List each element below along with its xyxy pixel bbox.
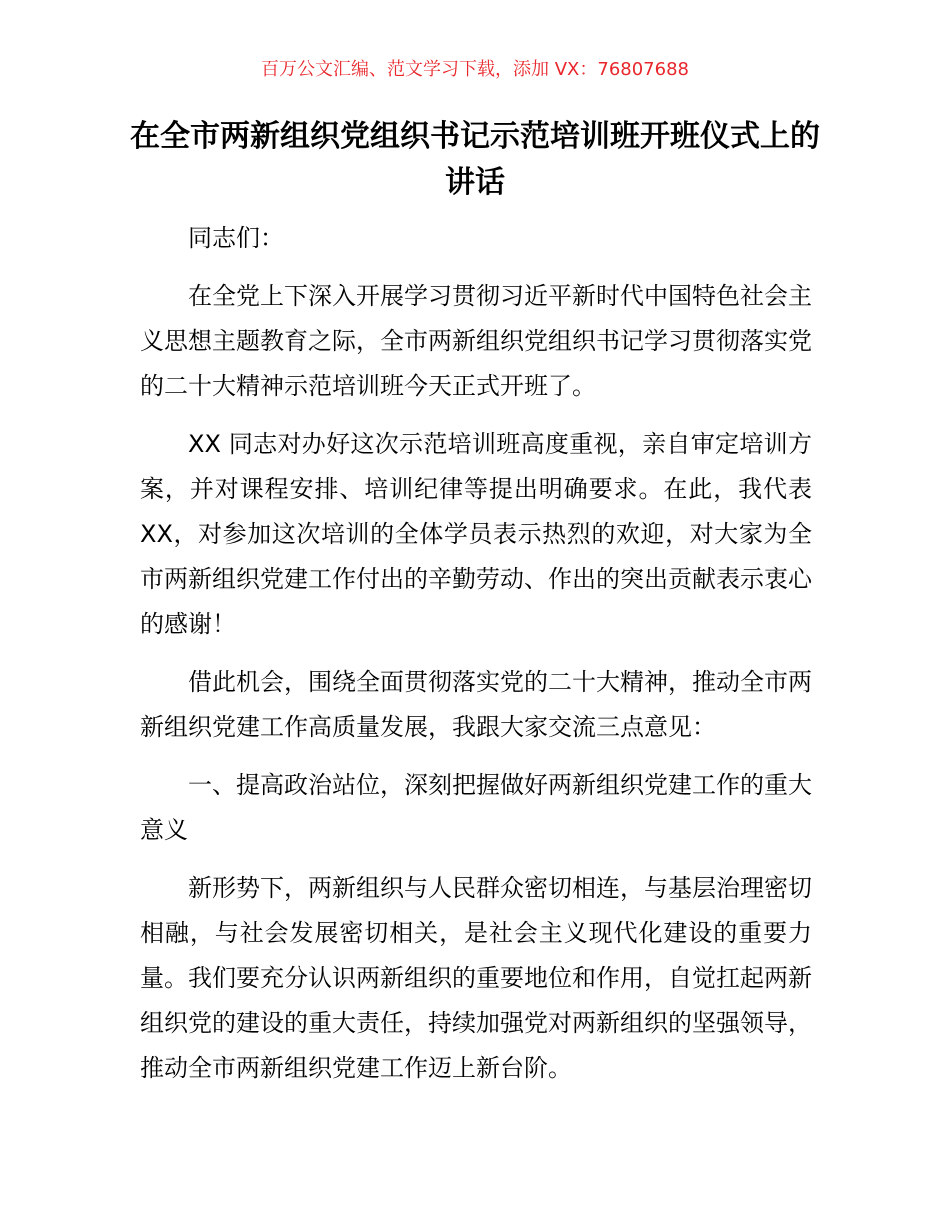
paragraph-outline: 借此机会，围绕全面贯彻落实党的二十大精神，推动全市两新组织党建工作高质量发展，我跟大家交流三点意见： (140, 668, 812, 741)
header-banner: 百万公文汇编、范文学习下载，添加 VX：76807688 (261, 59, 689, 80)
document-title: 在全市两新组织党组织书记示范培训班开班仪式上的讲话 (130, 119, 820, 200)
paragraph-intro: 在全党上下深入开展学习贯彻习近平新时代中国特色社会主义思想主题教育之际，全市两新组织党组织书记学习贯彻落实党的二十大精神示范培训班今天正式开班了。 (140, 282, 812, 400)
salutation: 同志们： (188, 224, 284, 252)
document-body (140, 216, 812, 1104)
paragraph-section-1: 新形势下，两新组织与人民群众密切相连，与基层治理密切相融，与社会发展密切相关，是社会主义现代化建设的重要力量。我们要充分认识两新组织的重要地位和作用，自觉扛起两新组织党的建设的重大责任，持续加强党对两新组织的坚强领导，推动全市两新组织党建工作迈上新台阶。 (140, 874, 812, 1082)
section-heading-1: 一、提高政治站位，深刻把握做好两新组织党建工作的重大意义 (140, 771, 812, 844)
paragraph-thanks: XX 同志对办好这次示范培训班高度重视，亲自审定培训方案，并对课程安排、培训纪律等提出明确要求。在此，我代表 XX，对参加这次培训的全体学员表示热烈的欢迎，对大家为全市两新组织党建工作付出的辛勤劳动、作出的突出贡献表示衷心的感谢！ (140, 430, 812, 638)
